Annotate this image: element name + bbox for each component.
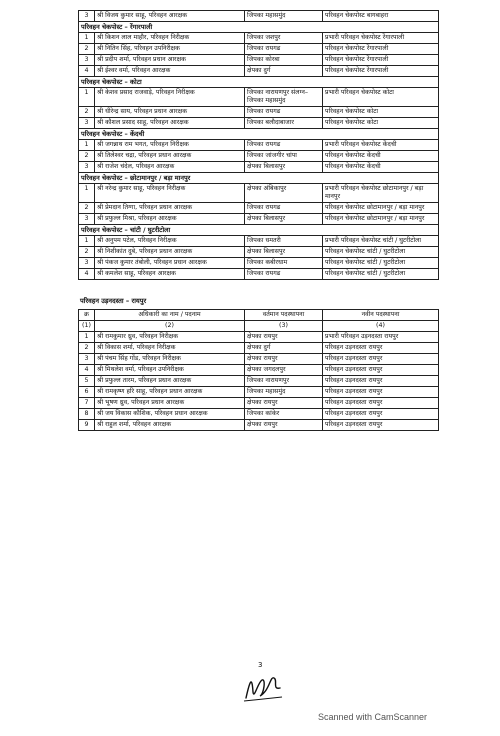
- table-row: [79, 107, 439, 118]
- serial-cell: 7: [79, 398, 95, 409]
- new-posting-cell: प्रभारी परिवहन चेकपोस्ट चांटी / घुटरीटोला: [323, 236, 439, 247]
- new-posting-cell: प्रभारी परिवहन उड़नदस्ता रायपुर: [323, 332, 439, 343]
- new-posting-cell: परिवहन चेकपोस्ट कोटा: [323, 107, 439, 118]
- current-posting-cell: जिपका बलौदाबाजार: [245, 118, 323, 129]
- officer-name-cell: श्री प्रेमदान तिग्गा, परिवहन प्रधान आरक्षक: [95, 203, 245, 214]
- current-posting-cell: जिपका रायगढ: [245, 140, 323, 151]
- flying-squad-table: [78, 309, 439, 431]
- serial-cell: 3: [79, 258, 95, 269]
- serial-cell: 1: [79, 88, 95, 107]
- table-header-number-row: [79, 321, 439, 332]
- serial-cell: 3: [79, 162, 95, 173]
- officer-name-cell: श्री भूषण ध्रुव, परिवहन प्रधान आरक्षक: [95, 398, 245, 409]
- officer-name-cell: श्री जगन्नाथ राम भगत, परिवहन निरीक्षक: [95, 140, 245, 151]
- serial-cell: 2: [79, 203, 95, 214]
- current-posting-cell: जिपका रायगढ: [245, 107, 323, 118]
- new-posting-cell: परिवहन उड़नदस्ता रायपुर: [323, 365, 439, 376]
- current-posting-cell: क्षेपका रायपुर: [245, 398, 323, 409]
- officer-name-cell: श्री रामकृष्ण हरि साहू, परिवहन प्रधान आरक्षक: [95, 387, 245, 398]
- officer-name-cell: श्री प्रदीप शर्मा, परिवहन प्रधान आरक्षक: [95, 55, 245, 66]
- current-posting-cell: क्षेपका अंबिकापुर: [245, 184, 323, 203]
- document-page: [78, 10, 438, 431]
- table-row: [79, 354, 439, 365]
- new-posting-cell: परिवहन उड़नदस्ता रायपुर: [323, 420, 439, 431]
- serial-cell: 4: [79, 66, 95, 77]
- current-posting-cell: क्षेपका दुर्ग: [245, 66, 323, 77]
- current-posting-cell: क्षेपका बिलासपुर: [245, 162, 323, 173]
- current-posting-cell: जिपका रायगढ: [245, 203, 323, 214]
- current-posting-cell: जिपका नारायणपुर संलग्न–जिपका महासमुंद: [245, 88, 323, 107]
- current-posting-cell: जिपका कांकेर: [245, 409, 323, 420]
- officer-name-cell: श्री कमलेश साहू, परिवहन आरक्षक: [95, 269, 245, 280]
- new-posting-cell: प्रभारी परिवहन चेकपोस्ट रेंगारपाली: [323, 33, 439, 44]
- table-row: [79, 151, 439, 162]
- header-num: (4): [323, 321, 439, 332]
- officer-name-cell: श्री रामकुमार ध्रुव, परिवहन निरीक्षक: [95, 332, 245, 343]
- section-title: परिवहन चेकपोस्ट – केंदची: [79, 129, 439, 140]
- table-row: [79, 398, 439, 409]
- officer-name-cell: श्री ईश्वर वर्मा, परिवहन आरक्षक: [95, 66, 245, 77]
- serial-cell: 9: [79, 420, 95, 431]
- officer-name-cell: श्री पंचम सिंह गोंड, परिवहन निरीक्षक: [95, 354, 245, 365]
- table-row: [79, 44, 439, 55]
- header-new-posting: नवीन पदस्थापना: [323, 310, 439, 321]
- section-title: परिवहन चेकपोस्ट – कोटा: [79, 77, 439, 88]
- table-row: [79, 247, 439, 258]
- scanner-watermark: Scanned with CamScanner: [318, 712, 428, 722]
- officer-name-cell: श्री केशव प्रसाद राजवाड़े, परिवहन निरीक्षक: [95, 88, 245, 107]
- current-posting-cell: जिपका रायगढ: [245, 269, 323, 280]
- header-num: (2): [95, 321, 245, 332]
- current-posting-cell: जिपका महासमुंद: [245, 11, 323, 22]
- section-header-row: [79, 129, 439, 140]
- new-posting-cell: परिवहन चेकपोस्ट चांटी / घुटरीटोला: [323, 269, 439, 280]
- new-posting-cell: प्रभारी परिवहन चेकपोस्ट केंदची: [323, 140, 439, 151]
- new-posting-cell: परिवहन चेकपोस्ट चांटी / घुटरीटोला: [323, 258, 439, 269]
- section-title: परिवहन चेकपोस्ट – छोटामानपुर / बड़ा मानपुर: [79, 173, 439, 184]
- table-header-row: [79, 310, 439, 321]
- serial-cell: 5: [79, 376, 95, 387]
- serial-cell: 1: [79, 332, 95, 343]
- new-posting-cell: परिवहन उड़नदस्ता रायपुर: [323, 398, 439, 409]
- new-posting-cell: परिवहन चेकपोस्ट केंदची: [323, 151, 439, 162]
- table-row: [79, 236, 439, 247]
- flying-squad-title: परिवहन उड़नदस्ता – रायपुर: [80, 297, 147, 305]
- serial-cell: 2: [79, 247, 95, 258]
- new-posting-cell: परिवहन चेकपोस्ट रेंगारपाली: [323, 55, 439, 66]
- serial-cell: 3: [79, 11, 95, 22]
- table-row: [79, 258, 439, 269]
- table-row: [79, 184, 439, 203]
- table-row: [79, 55, 439, 66]
- current-posting-cell: क्षेपका रायपुर: [245, 420, 323, 431]
- serial-cell: 1: [79, 236, 95, 247]
- serial-cell: 1: [79, 184, 95, 203]
- table-row: [79, 376, 439, 387]
- current-posting-cell: जिपका कोरबा: [245, 55, 323, 66]
- header-num: (1): [79, 321, 95, 332]
- table-row: [79, 387, 439, 398]
- new-posting-cell: परिवहन चेकपोस्ट चांटी / घुटरीटोला: [323, 247, 439, 258]
- serial-cell: 3: [79, 118, 95, 129]
- section-header-row: [79, 173, 439, 184]
- current-posting-cell: जिपका महासमुंद: [245, 387, 323, 398]
- section-title: परिवहन चेकपोस्ट – रेंगारपाली: [79, 22, 439, 33]
- new-posting-cell: परिवहन चेकपोस्ट कोटा: [323, 118, 439, 129]
- table-row: [79, 409, 439, 420]
- header-num: (3): [245, 321, 323, 332]
- officer-name-cell: श्री निशीकांत दुबे, परिवहन प्रधान आरक्षक: [95, 247, 245, 258]
- new-posting-cell: परिवहन चेकपोस्ट केंदची: [323, 162, 439, 173]
- new-posting-cell: परिवहन चेकपोस्ट छोटामानपुर / बड़ा मानपुर: [323, 203, 439, 214]
- section-header-row: [79, 225, 439, 236]
- officer-name-cell: श्री पंकज कुमार तंबोली, परिवहन प्रधान आरक्षक: [95, 258, 245, 269]
- checkpost-table: [78, 10, 439, 280]
- current-posting-cell: जिपका जांजगीर चांपा: [245, 151, 323, 162]
- officer-name-cell: श्री राहुल शर्मा, परिवहन आरक्षक: [95, 420, 245, 431]
- serial-cell: 4: [79, 365, 95, 376]
- officer-name-cell: श्री कौशल प्रसाद साहू, परिवहन आरक्षक: [95, 118, 245, 129]
- serial-cell: 3: [79, 214, 95, 225]
- section-header-row: [79, 77, 439, 88]
- serial-cell: 2: [79, 107, 95, 118]
- current-posting-cell: क्षेपका रायपुर: [245, 332, 323, 343]
- serial-cell: 3: [79, 354, 95, 365]
- table-row: [79, 343, 439, 354]
- officer-name-cell: श्री नितिन सिंह, परिवहन उपनिरीक्षक: [95, 44, 245, 55]
- current-posting-cell: क्षेपका रायपुर: [245, 354, 323, 365]
- serial-cell: 4: [79, 269, 95, 280]
- serial-cell: 8: [79, 409, 95, 420]
- officer-name-cell: श्री मिथलेश वर्मा, परिवहन उपनिरीक्षक: [95, 365, 245, 376]
- officer-name-cell: श्री अनुपम पटेल, परिवहन निरीक्षक: [95, 236, 245, 247]
- current-posting-cell: क्षेपका दुर्ग: [245, 343, 323, 354]
- officer-name-cell: श्री प्रफुल्ल तारम, परिवहन प्रधान आरक्षक: [95, 376, 245, 387]
- new-posting-cell: परिवहन चेकपोस्ट बागबाहरा: [323, 11, 439, 22]
- serial-cell: 2: [79, 151, 95, 162]
- table-row: [79, 88, 439, 107]
- new-posting-cell: प्रभारी परिवहन चेकपोस्ट छोटामानपुर / बड़ा मानपुर: [323, 184, 439, 203]
- table-row: [79, 140, 439, 151]
- table-row: [79, 365, 439, 376]
- new-posting-cell: परिवहन उड़नदस्ता रायपुर: [323, 409, 439, 420]
- officer-name-cell: श्री प्रफुल्ल मिश्रा, परिवहन आरक्षक: [95, 214, 245, 225]
- table-row: [79, 118, 439, 129]
- current-posting-cell: जिपका रायगढ: [245, 44, 323, 55]
- table-row: [79, 203, 439, 214]
- table-row: [79, 11, 439, 22]
- table-row: [79, 214, 439, 225]
- page-number: 3: [258, 661, 263, 669]
- current-posting-cell: जिपका नारायणपुर: [245, 376, 323, 387]
- current-posting-cell: क्षेपका बिलासपुर: [245, 247, 323, 258]
- serial-cell: 2: [79, 44, 95, 55]
- current-posting-cell: क्षेपका बिलासपुर: [245, 214, 323, 225]
- table-row: [79, 66, 439, 77]
- table-row: [79, 269, 439, 280]
- new-posting-cell: परिवहन चेकपोस्ट रेंगारपाली: [323, 44, 439, 55]
- header-name: अधिकारी का नाम / पदनाम: [95, 310, 245, 321]
- header-serial: क्र: [79, 310, 95, 321]
- serial-cell: 6: [79, 387, 95, 398]
- new-posting-cell: परिवहन उड़नदस्ता रायपुर: [323, 343, 439, 354]
- new-posting-cell: प्रभारी परिवहन चेकपोस्ट कोटा: [323, 88, 439, 107]
- section-header-row: [79, 22, 439, 33]
- new-posting-cell: परिवहन उड़नदस्ता रायपुर: [323, 354, 439, 365]
- header-current-posting: वर्तमान पदस्थापना: [245, 310, 323, 321]
- new-posting-cell: परिवहन उड़नदस्ता रायपुर: [323, 376, 439, 387]
- table-row: [79, 420, 439, 431]
- officer-name-cell: श्री तिलेश्वर चद्रा, परिवहन प्रधान आरक्षक: [95, 151, 245, 162]
- new-posting-cell: परिवहन चेकपोस्ट रेंगारपाली: [323, 66, 439, 77]
- serial-cell: 1: [79, 33, 95, 44]
- signature: [240, 670, 286, 708]
- officer-name-cell: श्री राजेश चंदेल, परिवहन आरक्षक: [95, 162, 245, 173]
- officer-name-cell: श्री नरेन्द्र कुमार साहू, परिवहन निरीक्षक: [95, 184, 245, 203]
- serial-cell: 3: [79, 55, 95, 66]
- table-row: [79, 33, 439, 44]
- current-posting-cell: जिपका धमतरी: [245, 236, 323, 247]
- current-posting-cell: जिपका कबीरधाम: [245, 258, 323, 269]
- table-row: [79, 332, 439, 343]
- officer-name-cell: श्री किशन लाल माहौर, परिवहन निरीक्षक: [95, 33, 245, 44]
- serial-cell: 2: [79, 343, 95, 354]
- officer-name-cell: श्री विजय कुमार साहू, परिवहन आरक्षक: [95, 11, 245, 22]
- officer-name-cell: श्री धीरेन्द्र साय, परिवहन प्रधान आरक्षक: [95, 107, 245, 118]
- officer-name-cell: श्री जय विकास कौशिक, परिवहन प्रधान आरक्षक: [95, 409, 245, 420]
- serial-cell: 1: [79, 140, 95, 151]
- officer-name-cell: श्री विकास शर्मा, परिवहन निरीक्षक: [95, 343, 245, 354]
- current-posting-cell: क्षेपका जगदलपुर: [245, 365, 323, 376]
- new-posting-cell: परिवहन चेकपोस्ट छोटामानपुर / बड़ा मानपुर: [323, 214, 439, 225]
- new-posting-cell: परिवहन उड़नदस्ता रायपुर: [323, 387, 439, 398]
- section-title: परिवहन चेकपोस्ट – चांटी / घुटरीटोला: [79, 225, 439, 236]
- current-posting-cell: जिपका जशपुर: [245, 33, 323, 44]
- table-row: [79, 162, 439, 173]
